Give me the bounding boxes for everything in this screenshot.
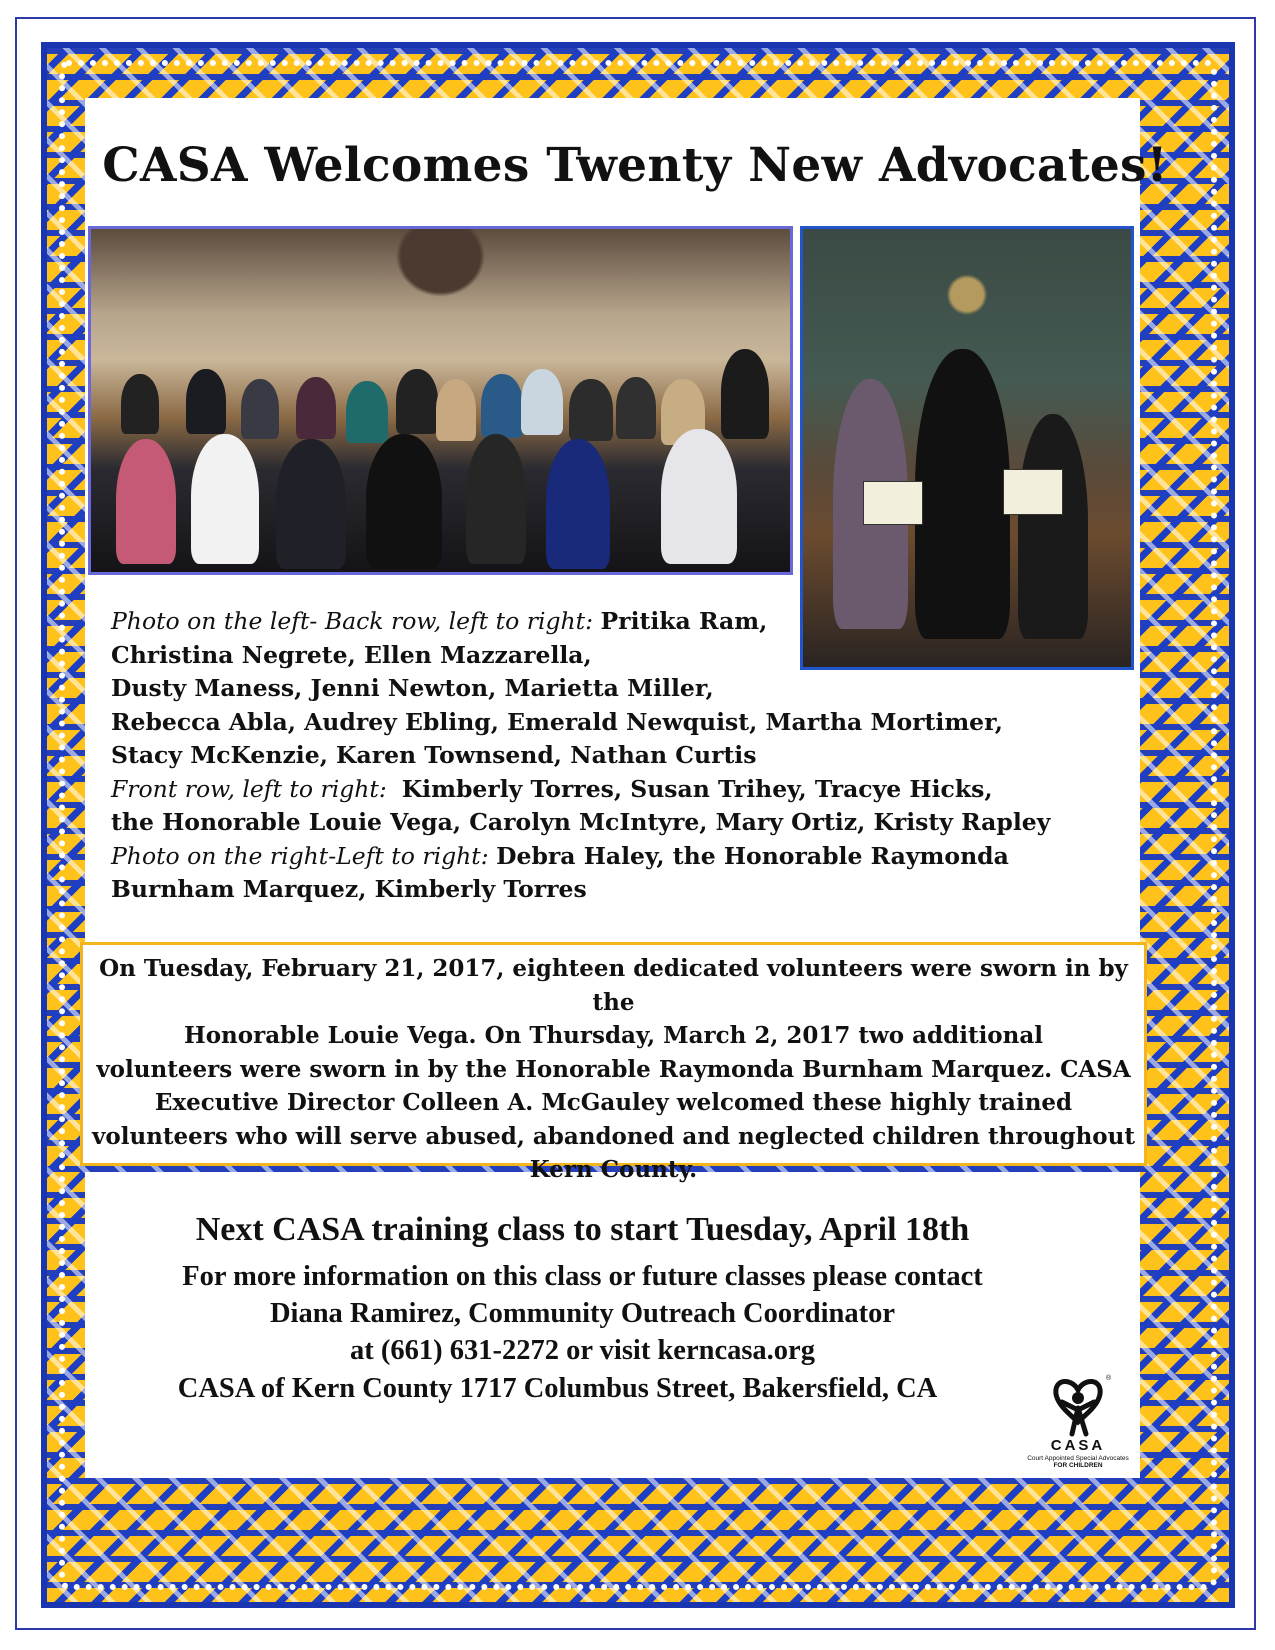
caption-back-row-1: Pritika Ram, [600,607,768,635]
photo-caption [111,605,1061,907]
caption-right-photo-label: Photo on the right-Left to right: [111,841,489,870]
contact-intro: For more information on this class or future classes please contact [182,1261,983,1292]
story-line-2: Honorable Louie Vega. On Thursday, March 2, 2017 two additional [183,1022,1044,1049]
story-line-6: Kern County. [529,1156,698,1183]
caption-back-row-4: Rebecca Abla, Audrey Ebling, Emerald Newquist, Martha Mortimer, [111,707,1003,736]
casa-logo [1027,1372,1129,1469]
logo-name: CASA [1050,1437,1106,1454]
caption-left-photo-label: Photo on the left- Back row, left to right: [111,607,594,635]
caption-right-photo-1: Debra Haley, the Honorable Raymonda [496,841,1009,870]
caption-front-row-2: the Honorable Louie Vega, Carolyn McIntyre, Mary Ortiz, Kristy Rapley [111,808,1051,836]
certificate-photo-scene [803,229,1131,667]
caption-back-row-3: Dusty Maness, Jenni Newton, Marietta Miller, [111,674,714,702]
registered-mark: ® [1106,1375,1112,1382]
caption-front-row-1: Kimberly Torres, Susan Trihey, Tracye Hicks, [401,774,993,803]
story-line-1: On Tuesday, February 21, 2017, eighteen dedicated volunteers were sworn in by the [99,955,1128,1016]
story-text [82,952,1145,1187]
contact-phone-website: at (661) 631-2272 or visit kerncasa.org [350,1335,815,1366]
contact-address: CASA of Kern County 1717 Columbus Street, Bakersfield, CA [177,1373,938,1404]
training-headline: Next CASA training class to start Tuesday, April 18th [195,1211,970,1248]
logo-tagline-1: Court Appointed Special Advocates [1027,1455,1129,1462]
group-photo-scene [91,229,790,572]
caption-back-row-5: Stacy McKenzie, Karen Townsend, Nathan Curtis [111,741,757,769]
story-line-5: volunteers who will serve abused, abandoned and neglected children throughout [92,1122,1135,1150]
contact-person: Diana Ramirez, Community Outreach Coordinator [269,1298,896,1329]
story-line-3: volunteers were sworn in by the Honorable Raymonda Burnham Marquez. CASA [96,1055,1131,1083]
story-line-4: Executive Director Colleen A. McGauley welcomed these highly trained [154,1089,1073,1116]
certificate-photo [800,226,1134,670]
logo-tagline-2: FOR CHILDREN [1053,1462,1103,1469]
group-photo [88,226,793,575]
page-title: CASA Welcomes Twenty New Advocates! [102,138,1168,193]
logo-tagline [1026,1455,1130,1469]
casa-heart-figure-icon [1032,1372,1124,1438]
caption-back-row-2: Christina Negrete, Ellen Mazzarella, [111,640,592,669]
caption-right-photo-2: Burnham Marquez, Kimberly Torres [111,875,587,903]
caption-front-row-label: Front row, left to right: [111,774,387,803]
